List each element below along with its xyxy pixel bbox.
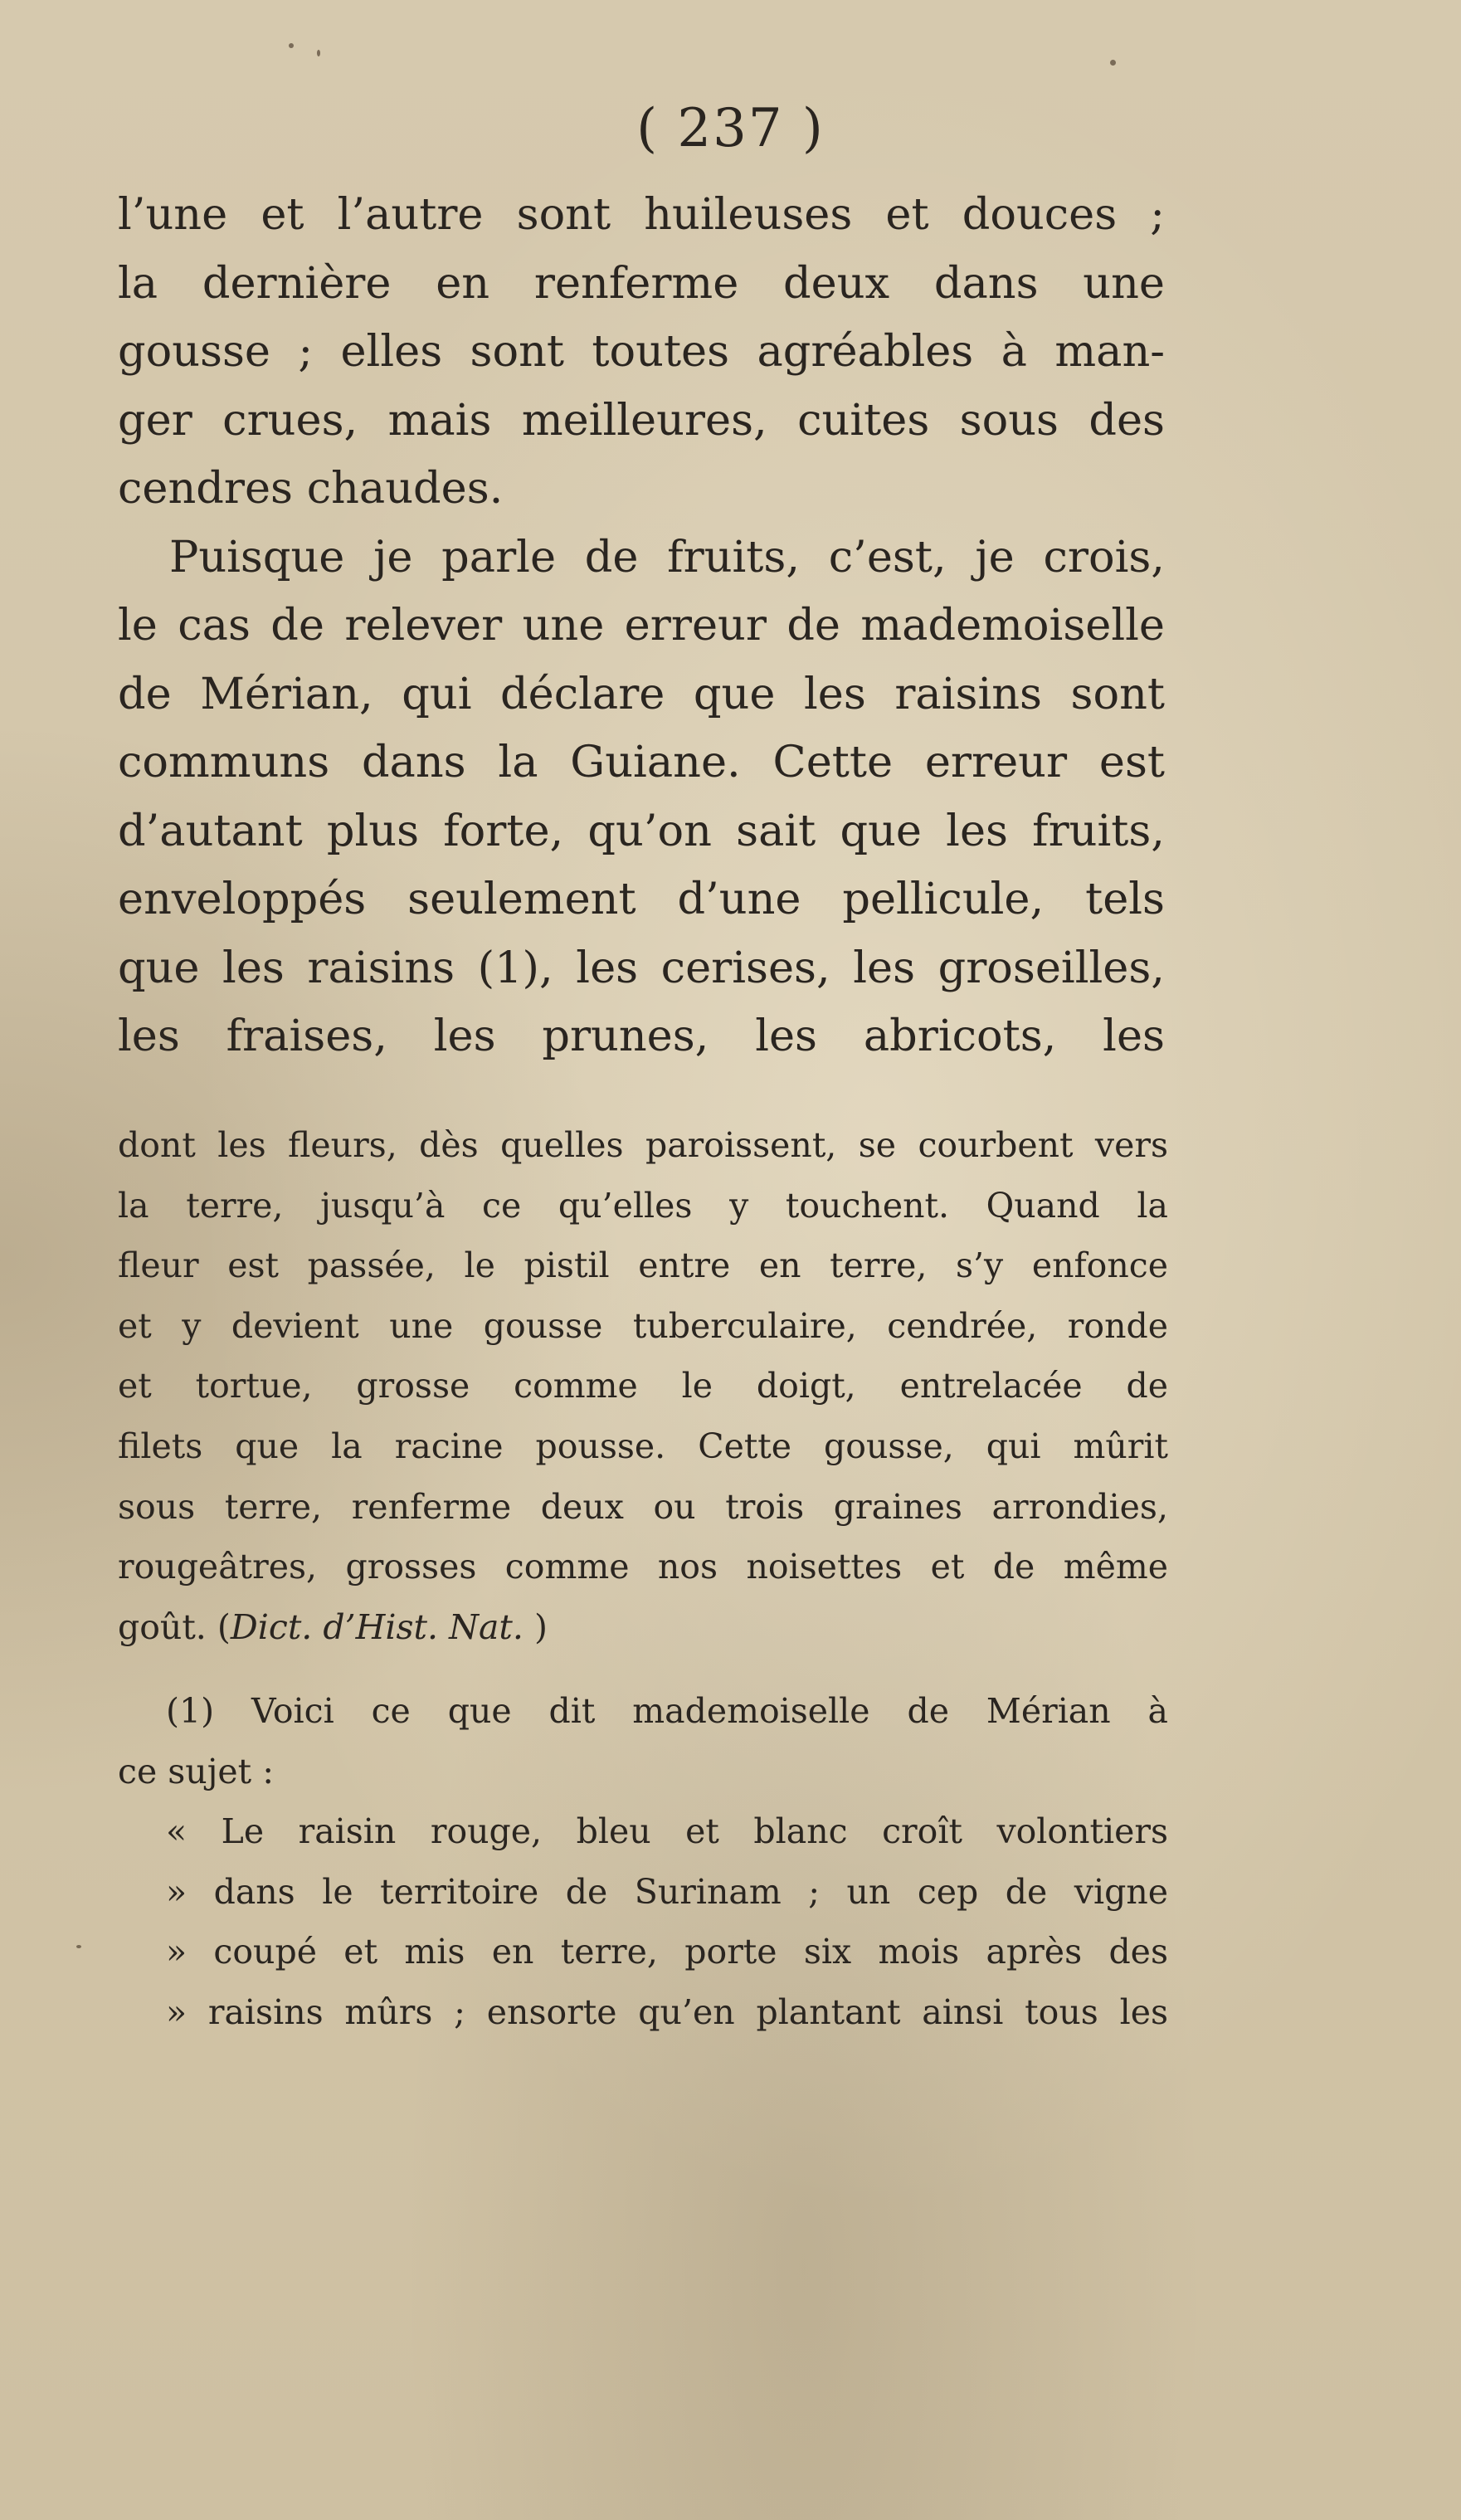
- note-continuation: [118, 1115, 1168, 1657]
- main-text-block: [118, 181, 1165, 1071]
- note-line: sous terre, renferme deux ou trois graines arrondies,: [118, 1486, 1168, 1527]
- note-line: et y devient une gousse tuberculaire, cendrée, ronde: [118, 1305, 1168, 1346]
- footnote-line: » coupé et mis en terre, porte six mois après des: [166, 1932, 1168, 1972]
- note-line: la terre, jusqu’à ce qu’elles y touchent. Quand la: [118, 1185, 1168, 1226]
- footnote-line: » raisins mûrs ; ensorte qu’en plantant ainsi tous les: [166, 1991, 1168, 2032]
- main-line: que les raisins (1), les cerises, les groseilles,: [118, 942, 1165, 993]
- note-line: filets que la racine pousse. Cette gousse, qui mûrit: [118, 1426, 1168, 1466]
- ink-spot: [317, 50, 320, 56]
- footnote-line: « Le raisin rouge, bleu et blanc croît volontiers: [166, 1811, 1168, 1852]
- main-line: gousse ; elles sont toutes agréables à man-: [118, 326, 1165, 377]
- main-line: les fraises, les prunes, les abricots, les: [118, 1011, 1165, 1061]
- main-line: le cas de relever une erreur de mademoiselle: [118, 600, 1165, 651]
- main-line: d’autant plus forte, qu’on sait que les fruits,: [118, 805, 1165, 856]
- main-line: Puisque je parle de fruits, c’est, je crois,: [169, 531, 1165, 582]
- main-line: l’une et l’autre sont huileuses et douces ;: [118, 189, 1165, 240]
- main-line: la dernière en renferme deux dans une: [118, 257, 1165, 309]
- main-line: enveloppés seulement d’une pellicule, tels: [118, 874, 1165, 924]
- note-citation: Dict. d’Hist. Nat.: [230, 1606, 524, 1647]
- footnote-line: (1) Voici ce que dit mademoiselle de Mérian à: [166, 1691, 1168, 1731]
- note-last-suffix: ): [523, 1606, 548, 1647]
- note-line: et tortue, grosse comme le doigt, entrelacée de: [118, 1366, 1168, 1406]
- note-last-prefix: goût. (: [118, 1606, 231, 1647]
- footnote-line: » dans le territoire de Surinam ; un cep de vigne: [166, 1871, 1168, 1912]
- note-line: rougeâtres, grosses comme nos noisettes et de même: [118, 1547, 1168, 1587]
- note-line: fleur est passée, le pistil entre en terre, s’y enfonce: [118, 1245, 1168, 1286]
- main-line: de Mérian, qui déclare que les raisins sont: [118, 668, 1165, 719]
- note-line: dont les fleurs, dès quelles paroissent, se courbent vers: [118, 1125, 1168, 1165]
- ink-spot: [1110, 60, 1116, 66]
- ink-spot: [289, 43, 294, 48]
- main-line: communs dans la Guiane. Cette erreur est: [118, 737, 1165, 787]
- main-line: cendres chaudes.: [118, 463, 504, 514]
- footnote-line: ce sujet :: [118, 1751, 275, 1791]
- footnote: [118, 1681, 1168, 2043]
- main-line: ger crues, mais meilleures, cuites sous des: [118, 394, 1165, 446]
- page-number: ( 237 ): [636, 98, 825, 159]
- note-last-line: [118, 1597, 1168, 1658]
- ink-spot: [76, 1945, 81, 1948]
